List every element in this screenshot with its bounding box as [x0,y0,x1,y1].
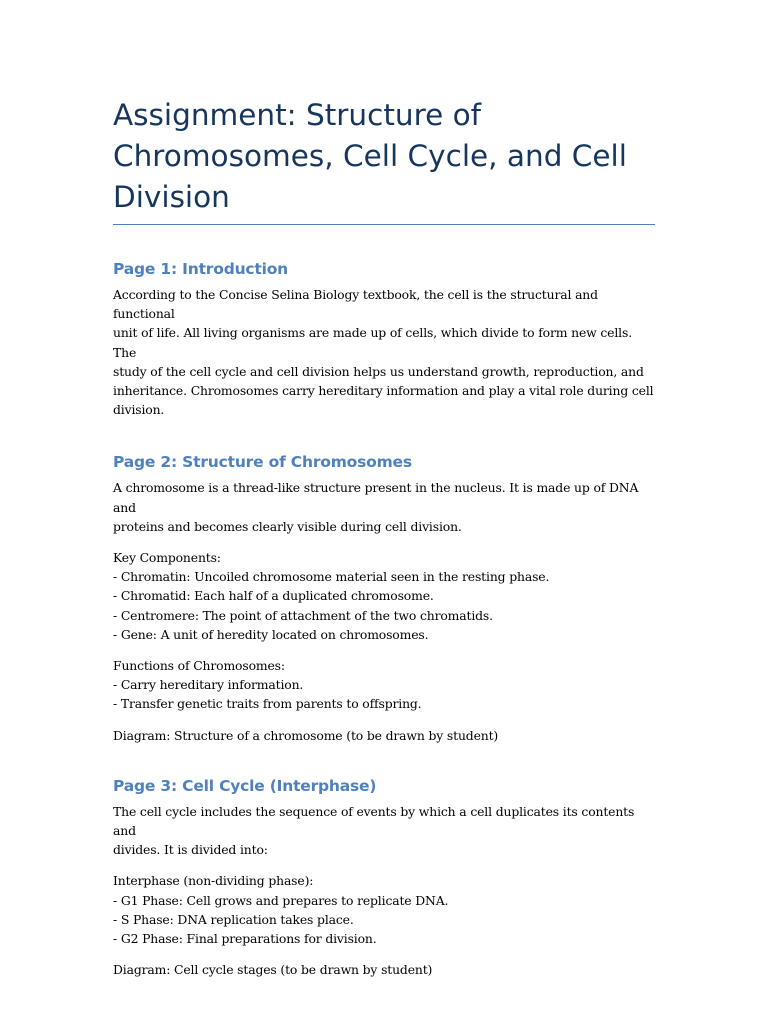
text-line: inheritance. Chromosomes carry hereditary information and play a vital role during cell [113,383,654,399]
key-components-list [113,548,655,644]
list-item: - Chromatid: Each half of a duplicated chromosome. [113,588,434,604]
title-line: Division [113,180,230,214]
list-item: - Gene: A unit of heredity located on chromosomes. [113,626,429,642]
list-item: - Transfer genetic traits from parents to offspring. [113,696,422,712]
text-line: study of the cell cycle and cell division helps us understand growth, reproduction, and [113,363,644,379]
list-item: - G1 Phase: Cell grows and prepares to replicate DNA. [113,892,449,908]
text-line: Interphase (non-dividing phase): [113,873,314,889]
section-heading-structure-of-chromosomes: Page 2: Structure of Chromosomes [113,453,412,472]
title-line: Assignment: Structure of [113,98,482,132]
text-line: A chromosome is a thread-like structure present in the nucleus. It is made up of DNA and [113,480,639,515]
section-heading-introduction: Page 1: Introduction [113,260,289,278]
text-line: division. [113,402,165,418]
document-page [113,95,655,979]
paragraph [113,478,655,536]
text-line: Key Components: [113,550,221,566]
text-line: Diagram: Structure of a chromosome (to be drawn by student) [113,727,499,743]
list-item: - Carry hereditary information. [113,677,304,693]
list-item: - S Phase: DNA replication takes place. [113,911,354,927]
text-line: According to the Concise Selina Biology textbook, the cell is the structural and functional [113,287,598,322]
list-item: - Chromatin: Uncoiled chromosome material seen in the resting phase. [113,569,550,585]
diagram-note [113,726,655,745]
section-heading-cell-cycle: Page 3: Cell Cycle (Interphase) [113,776,377,795]
diagram-note [113,960,655,979]
paragraph [113,802,655,860]
list-item: - Centromere: The point of attachment of the two chromatids. [113,607,493,623]
text-line: unit of life. All living organisms are made up of cells, which divide to form new cells. The [113,325,632,360]
functions-list [113,656,655,714]
text-line: Diagram: Cell cycle stages (to be drawn by student) [113,962,433,978]
text-line: divides. It is divided into: [113,842,268,858]
paragraph [113,285,655,419]
interphase-list [113,871,655,948]
text-line: Functions of Chromosomes: [113,658,285,674]
title-line: Chromosomes, Cell Cycle, and Cell [113,139,627,173]
text-line: proteins and becomes clearly visible during cell division. [113,518,462,534]
text-line: The cell cycle includes the sequence of events by which a cell duplicates its contents and [113,803,635,839]
list-item: - G2 Phase: Final preparations for division. [113,931,377,947]
document-title [113,95,655,225]
